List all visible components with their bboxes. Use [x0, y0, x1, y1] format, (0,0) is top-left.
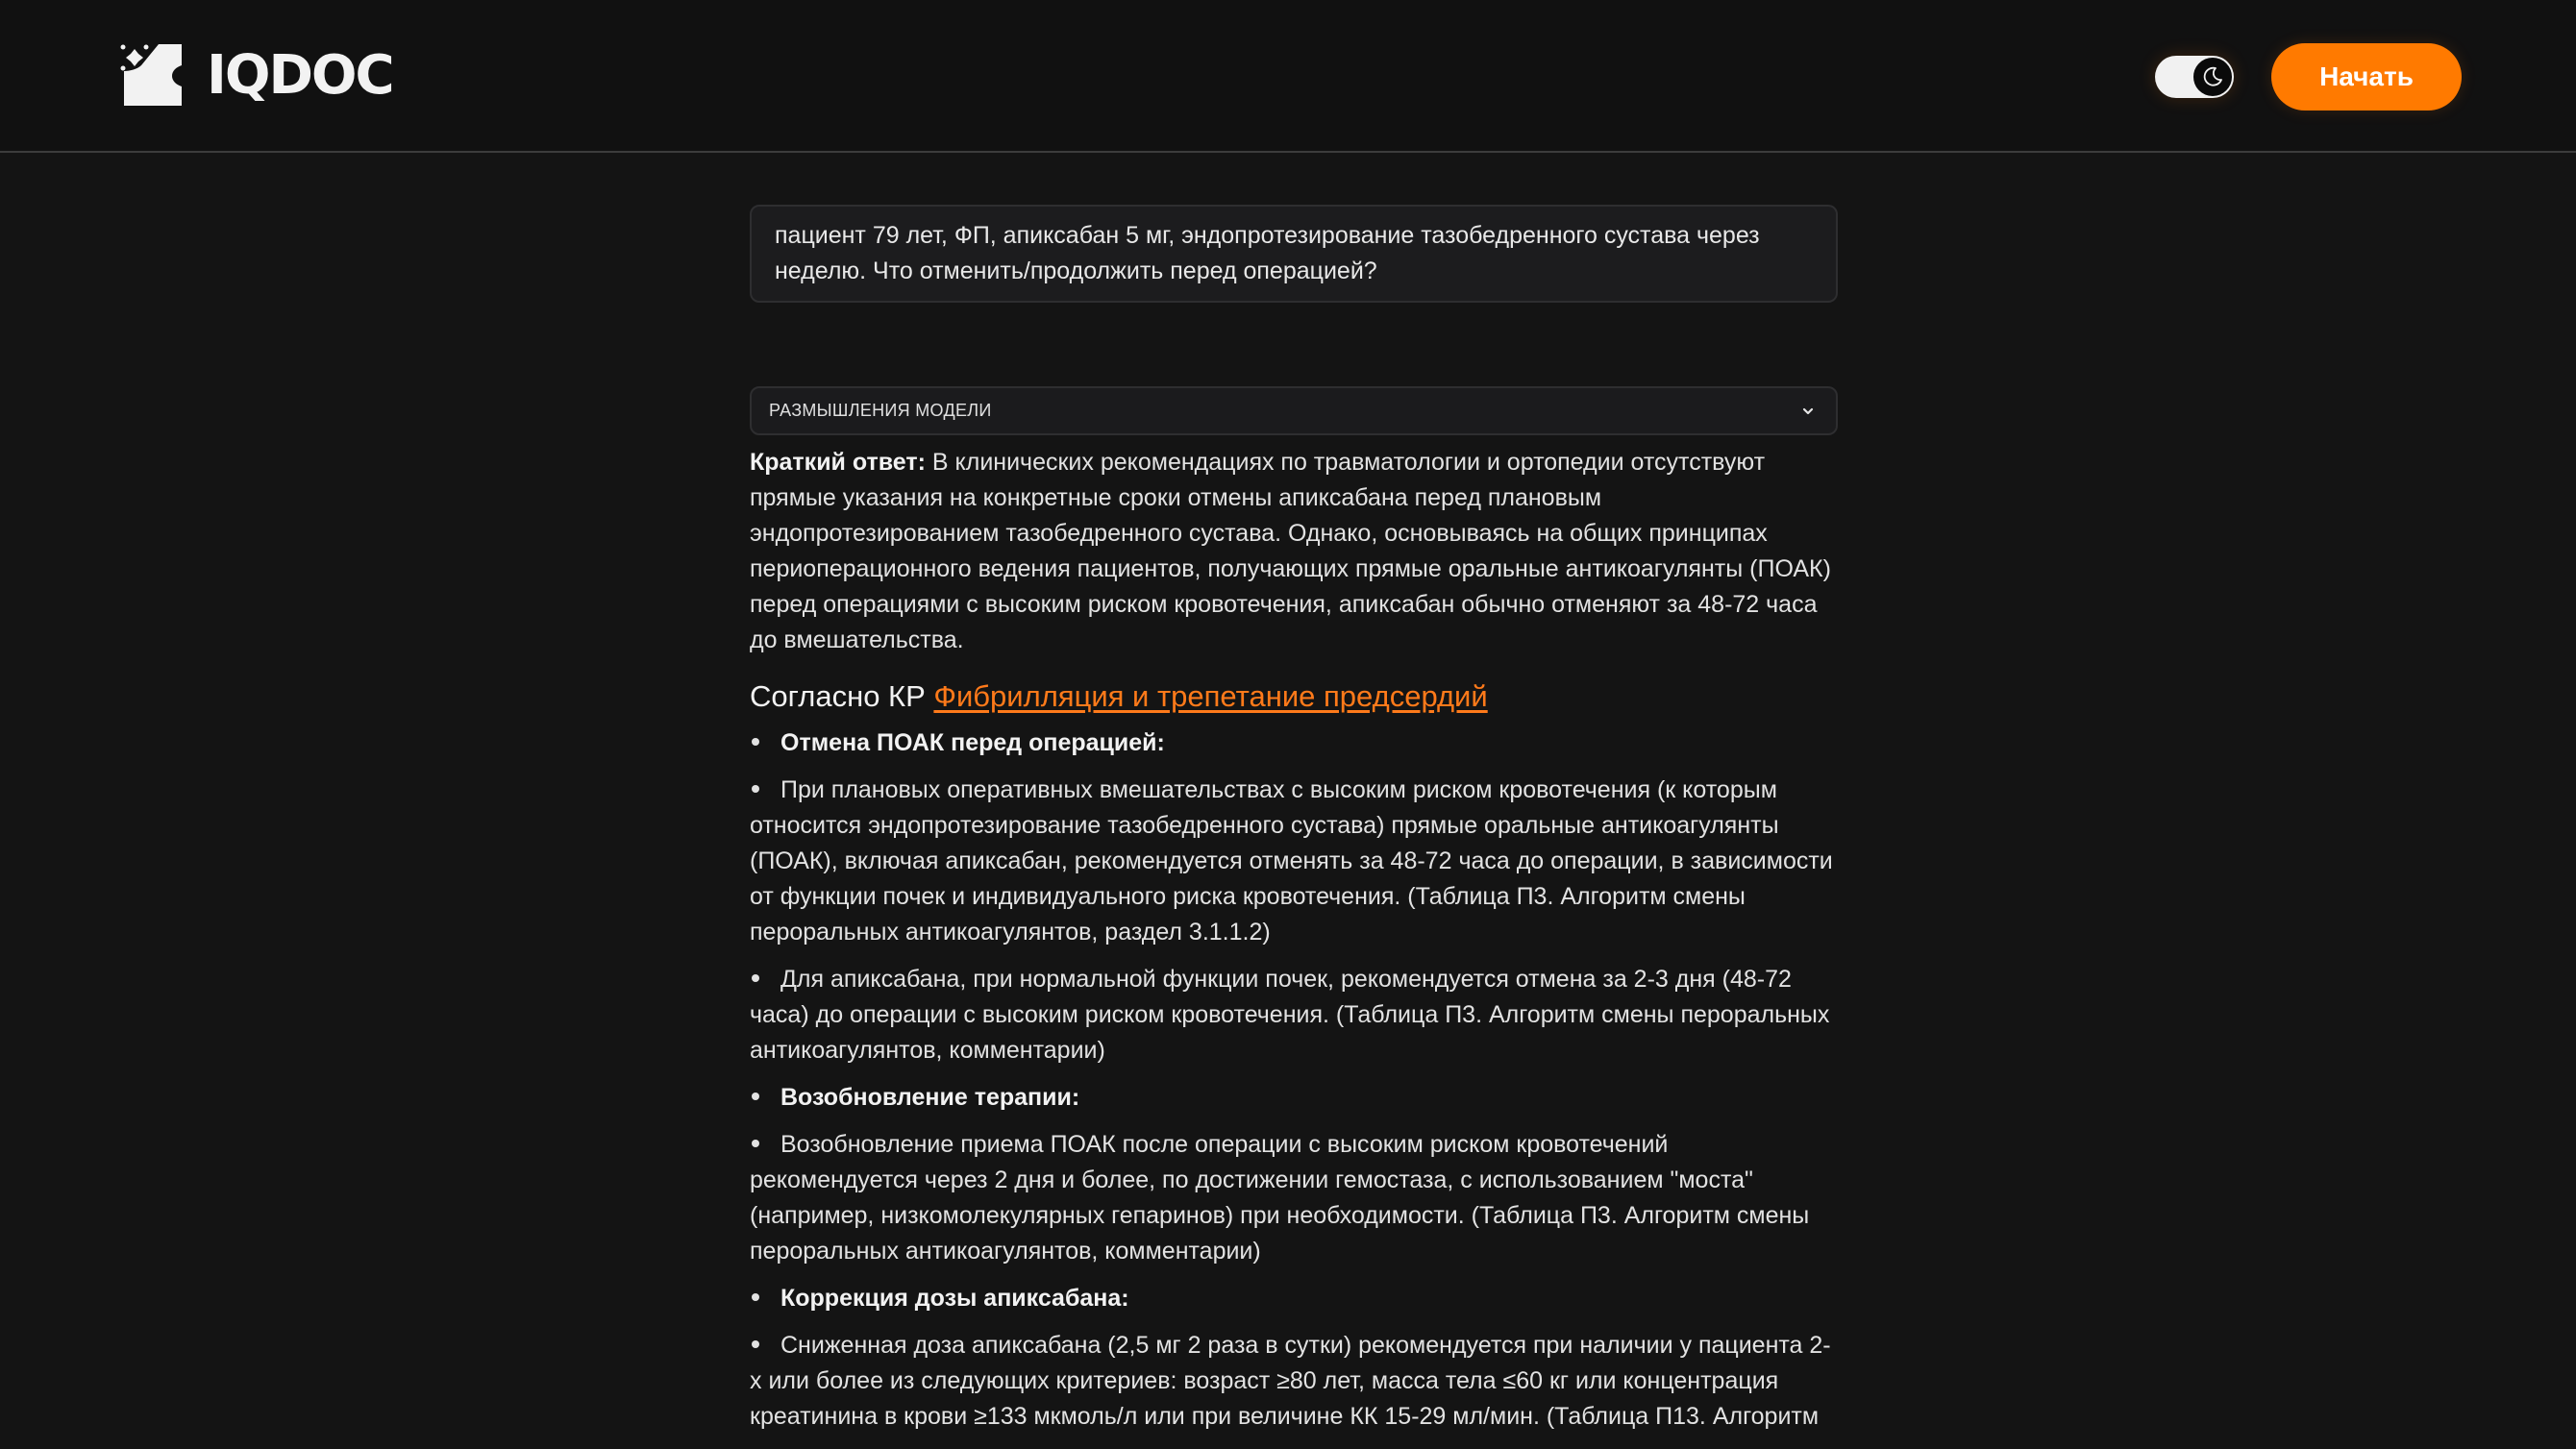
moon-icon	[2201, 65, 2224, 88]
list-item-text: Для апиксабана, при нормальной функции почек, рекомендуется отмена за 2-3 дня (48-72 часа) до операции с высоким риском кровотечения. (Таблица П3. Алгоритм смены пероральных антикоагулянтов, комментарии)	[750, 966, 1830, 1064]
list-item	[750, 773, 1838, 950]
recommendation-list	[750, 725, 1838, 1435]
model-reasoning-toggle[interactable]	[750, 386, 1838, 435]
user-query	[750, 205, 1838, 303]
bullet-icon	[752, 1340, 759, 1348]
logo[interactable]	[120, 42, 393, 110]
list-item-heading	[750, 725, 1838, 761]
theme-toggle[interactable]	[2155, 56, 2234, 98]
start-button[interactable]: Начать	[2271, 43, 2462, 111]
bullet-icon	[752, 974, 759, 982]
section-prefix: Согласно КР	[750, 679, 934, 713]
logo-text: IQDOC	[207, 44, 393, 107]
chevron-down-icon	[1801, 405, 1815, 418]
top-bar	[0, 0, 2576, 153]
list-item-text: Сниженная доза апиксабана (2,5 мг 2 раза в сутки) рекомендуется при наличии у пациента 2-х или более из следующих критериев: возраст ≥80 лет, масса тела ≤60 кг или концентрация креатинина в крови ≥133 мкмоль/л или при величине КК 15-29 мл/мин. (Таблица П13. Алгоритм	[750, 1332, 1831, 1430]
bullet-icon	[752, 785, 759, 793]
toggle-knob	[2192, 57, 2233, 97]
list-item-text: Возобновление терапии:	[780, 1084, 1080, 1111]
summary-text: В клинических рекомендациях по травматологии и ортопедии отсутствуют прямые указания на конкретные сроки отмены апиксабана перед плановым эндопротезированием тазобедренного сустава. Однако, основываясь на общих принципах периоперационного ведения пациентов, получающих прямые оральные антикоагулянты (ПОАК) перед операциями с высоким риском кровотечения, апиксабан обычно отменяют за 48-72 часа до вмешательства.	[750, 449, 1831, 653]
list-item-text: Отмена ПОАК перед операцией:	[780, 729, 1165, 756]
chat-content	[750, 205, 1838, 1446]
bullet-icon	[752, 1093, 759, 1100]
reasoning-label: РАЗМЫШЛЕНИЯ МОДЕЛИ	[769, 401, 992, 420]
list-item-heading	[750, 1080, 1838, 1116]
summary-label: Краткий ответ:	[750, 449, 926, 476]
list-item-text: При плановых оперативных вмешательствах с высоким риском кровотечения (к которым относится эндопротезирование тазобедренного сустава) прямые оральные антикоагулянты (ПОАК), включая апиксабан, рекомендуется отменять за 48-72 часа до операции, в зависимости от функции почек и индивидуального риска кровотечения. (Таблица П3. Алгоритм смены пероральных антикоагулянтов, раздел 3.1.1.2)	[750, 776, 1833, 946]
bullet-icon	[752, 1140, 759, 1147]
guideline-link[interactable]: Фибрилляция и трепетание предсердий	[933, 679, 1488, 713]
list-item-text: Возобновление приема ПОАК после операции с высоким риском кровотечений рекомендуется через 2 дня и более, по достижении гемостаза, с использованием "моста" (например, низкомолекулярных гепаринов) при необходимости. (Таблица П3. Алгоритм смены пероральных антикоагулянтов, комментарии)	[750, 1131, 1810, 1265]
query-text: пациент 79 лет, ФП, апиксабан 5 мг, эндопротезирование тазобедренного сустава через неделю. Что отменить/продолжить перед операцией?	[775, 222, 1760, 284]
bullet-icon	[752, 1293, 759, 1301]
list-item	[750, 1328, 1838, 1435]
logo-icon	[120, 44, 184, 108]
list-item-text: Коррекция дозы апиксабана:	[780, 1285, 1129, 1312]
section-heading	[750, 675, 1838, 718]
list-item	[750, 1127, 1838, 1269]
answer-summary	[750, 445, 1838, 658]
list-item	[750, 962, 1838, 1068]
list-item-heading	[750, 1281, 1838, 1316]
bullet-icon	[752, 738, 759, 746]
